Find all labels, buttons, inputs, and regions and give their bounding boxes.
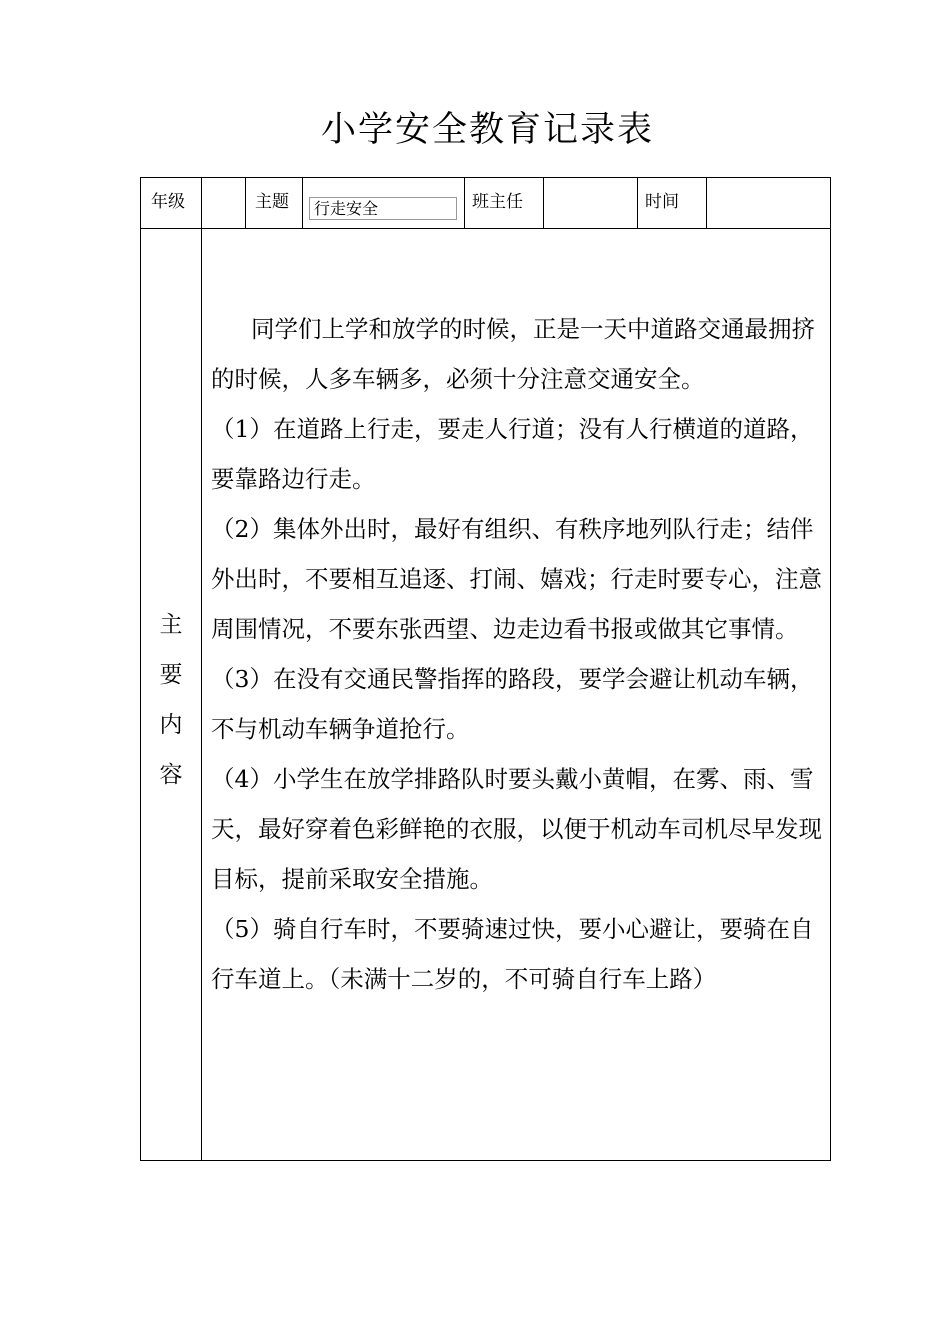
time-label: 时间 — [645, 192, 679, 212]
main-content-label-char: 内 — [159, 712, 183, 738]
topic-field[interactable]: 行走安全 — [309, 197, 457, 220]
main-content-label — [141, 600, 201, 800]
main-content-label-char: 要 — [159, 662, 183, 688]
record-form — [140, 177, 831, 1161]
safety-rule-item: （2）集体外出时，最好有组织、有秩序地列队行走；结伴外出时，不要相互追逐、打闹、嬉戏；行走时要专心，注意周围情况，不要东张西望、边走边看书报或做其它事情。 — [211, 515, 822, 643]
main-content-label-char: 容 — [159, 762, 183, 788]
main-content-text — [211, 304, 823, 1004]
column-divider — [245, 178, 246, 228]
safety-rule-item: （3）在没有交通民警指挥的路段，要学会避让机动车辆，不与机动车辆争道抢行。 — [211, 665, 814, 743]
safety-rule-item: （1）在道路上行走，要走人行道；没有人行横道的道路，要靠路边行走。 — [211, 415, 814, 493]
teacher-label: 班主任 — [472, 192, 523, 212]
safety-rule-item: （5）骑自行车时，不要骑速过快，要小心避让，要骑在自行车道上。（未满十二岁的，不可骑自行车上路） — [211, 915, 814, 993]
header-divider — [141, 228, 830, 229]
column-divider — [543, 178, 544, 228]
safety-rule-item: （4）小学生在放学排路队时要头戴小黄帽，在雾、雨、雪天，最好穿着色彩鲜艳的衣服，以便于机动车司机尽早发现目标，提前采取安全措施。 — [211, 765, 822, 893]
main-content-label-char: 主 — [159, 612, 183, 638]
column-divider — [464, 178, 465, 228]
intro-paragraph: 同学们上学和放学的时候，正是一天中道路交通最拥挤的时候，人多车辆多，必须十分注意交通安全。 — [211, 315, 815, 393]
column-divider — [302, 178, 303, 228]
label-column-divider — [201, 178, 202, 1160]
page-title: 小学安全教育记录表 — [320, 110, 654, 150]
grade-label: 年级 — [151, 192, 185, 212]
column-divider — [706, 178, 707, 228]
column-divider — [637, 178, 638, 228]
topic-label: 主题 — [255, 192, 289, 212]
